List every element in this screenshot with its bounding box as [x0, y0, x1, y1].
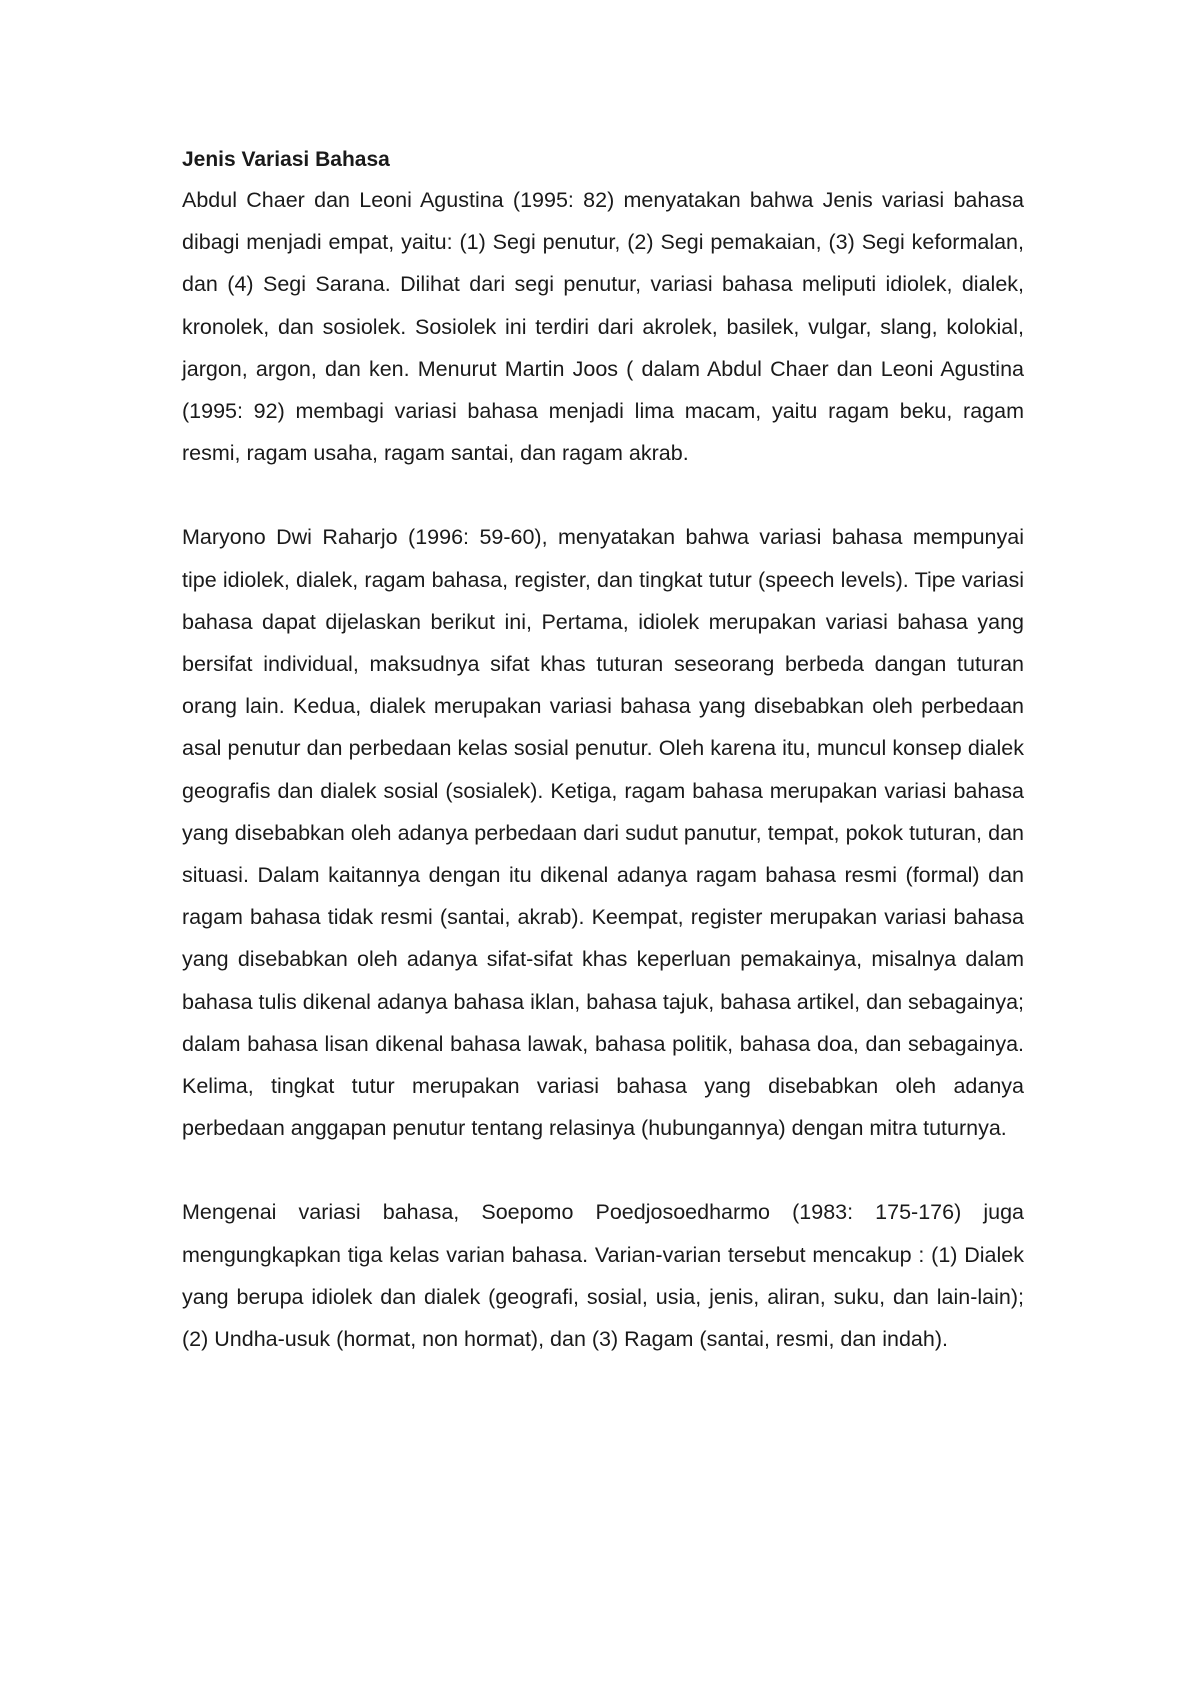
paragraph-maryono: Maryono Dwi Raharjo (1996: 59-60), menyatakan bahwa variasi bahasa mempunyai tipe idiolek, dialek, ragam bahasa, register, dan tingkat tutur (speech levels). Tipe variasi bahasa dapat dijelaskan berikut ini, Pertama, idiolek merupakan variasi bahasa yang bersifat individual, maksudnya sifat khas tuturan seseorang berbeda dangan tuturan orang lain. Kedua, dialek merupakan variasi bahasa yang disebabkan oleh perbedaan asal penutur dan perbedaan kelas sosial penutur. Oleh karena itu, muncul konsep dialek geografis dan dialek sosial (sosialek). Ketiga, ragam bahasa merupakan variasi bahasa yang disebabkan oleh adanya perbedaan dari sudut panutur, tempat, pokok tuturan, dan situasi. Dalam kaitannya dengan itu dikenal adanya ragam bahasa resmi (formal) dan ragam bahasa tidak resmi (santai, akrab). Keempat, register merupakan variasi bahasa yang disebabkan oleh adanya sifat-sifat khas keperluan pemakainya, misalnya dalam bahasa tulis dikenal adanya bahasa iklan, bahasa tajuk, bahasa artikel, dan sebagainya; dalam bahasa lisan dikenal bahasa lawak, bahasa politik, bahasa doa, dan sebagainya. Kelima, tingkat tutur merupakan variasi bahasa yang disebabkan oleh adanya perbedaan anggapan penutur tentang relasinya (hubungannya) dengan mitra tuturnya.: [182, 525, 1024, 1141]
document-page: [182, 142, 1024, 1360]
paragraph-soepomo: Mengenai variasi bahasa, Soepomo Poedjosoedharmo (1983: 175-176) juga mengungkapkan tiga kelas varian bahasa. Varian-varian tersebut mencakup : (1) Dialek yang berupa idiolek dan dialek (geografi, sosial, usia, jenis, aliran, suku, dan lain-lain); (2) Undha-usuk (hormat, non hormat), dan (3) Ragam (santai, resmi, dan indah).: [182, 1200, 1024, 1352]
document-title: Jenis Variasi Bahasa: [182, 148, 390, 171]
paragraph-jenis-variasi: Abdul Chaer dan Leoni Agustina (1995: 82) menyatakan bahwa Jenis variasi bahasa dibagi menjadi empat, yaitu: (1) Segi penutur, (2) Segi pemakaian, (3) Segi keformalan, dan (4) Segi Sarana. Dilihat dari segi penutur, variasi bahasa meliputi idiolek, dialek, kronolek, dan sosiolek. Sosiolek ini terdiri dari akrolek, basilek, vulgar, slang, kolokial, jargon, argon, dan ken. Menurut Martin Joos ( dalam Abdul Chaer dan Leoni Agustina (1995: 92) membagi variasi bahasa menjadi lima macam, yaitu ragam beku, ragam resmi, ragam usaha, ragam santai, dan ragam akrab.: [182, 188, 1024, 466]
